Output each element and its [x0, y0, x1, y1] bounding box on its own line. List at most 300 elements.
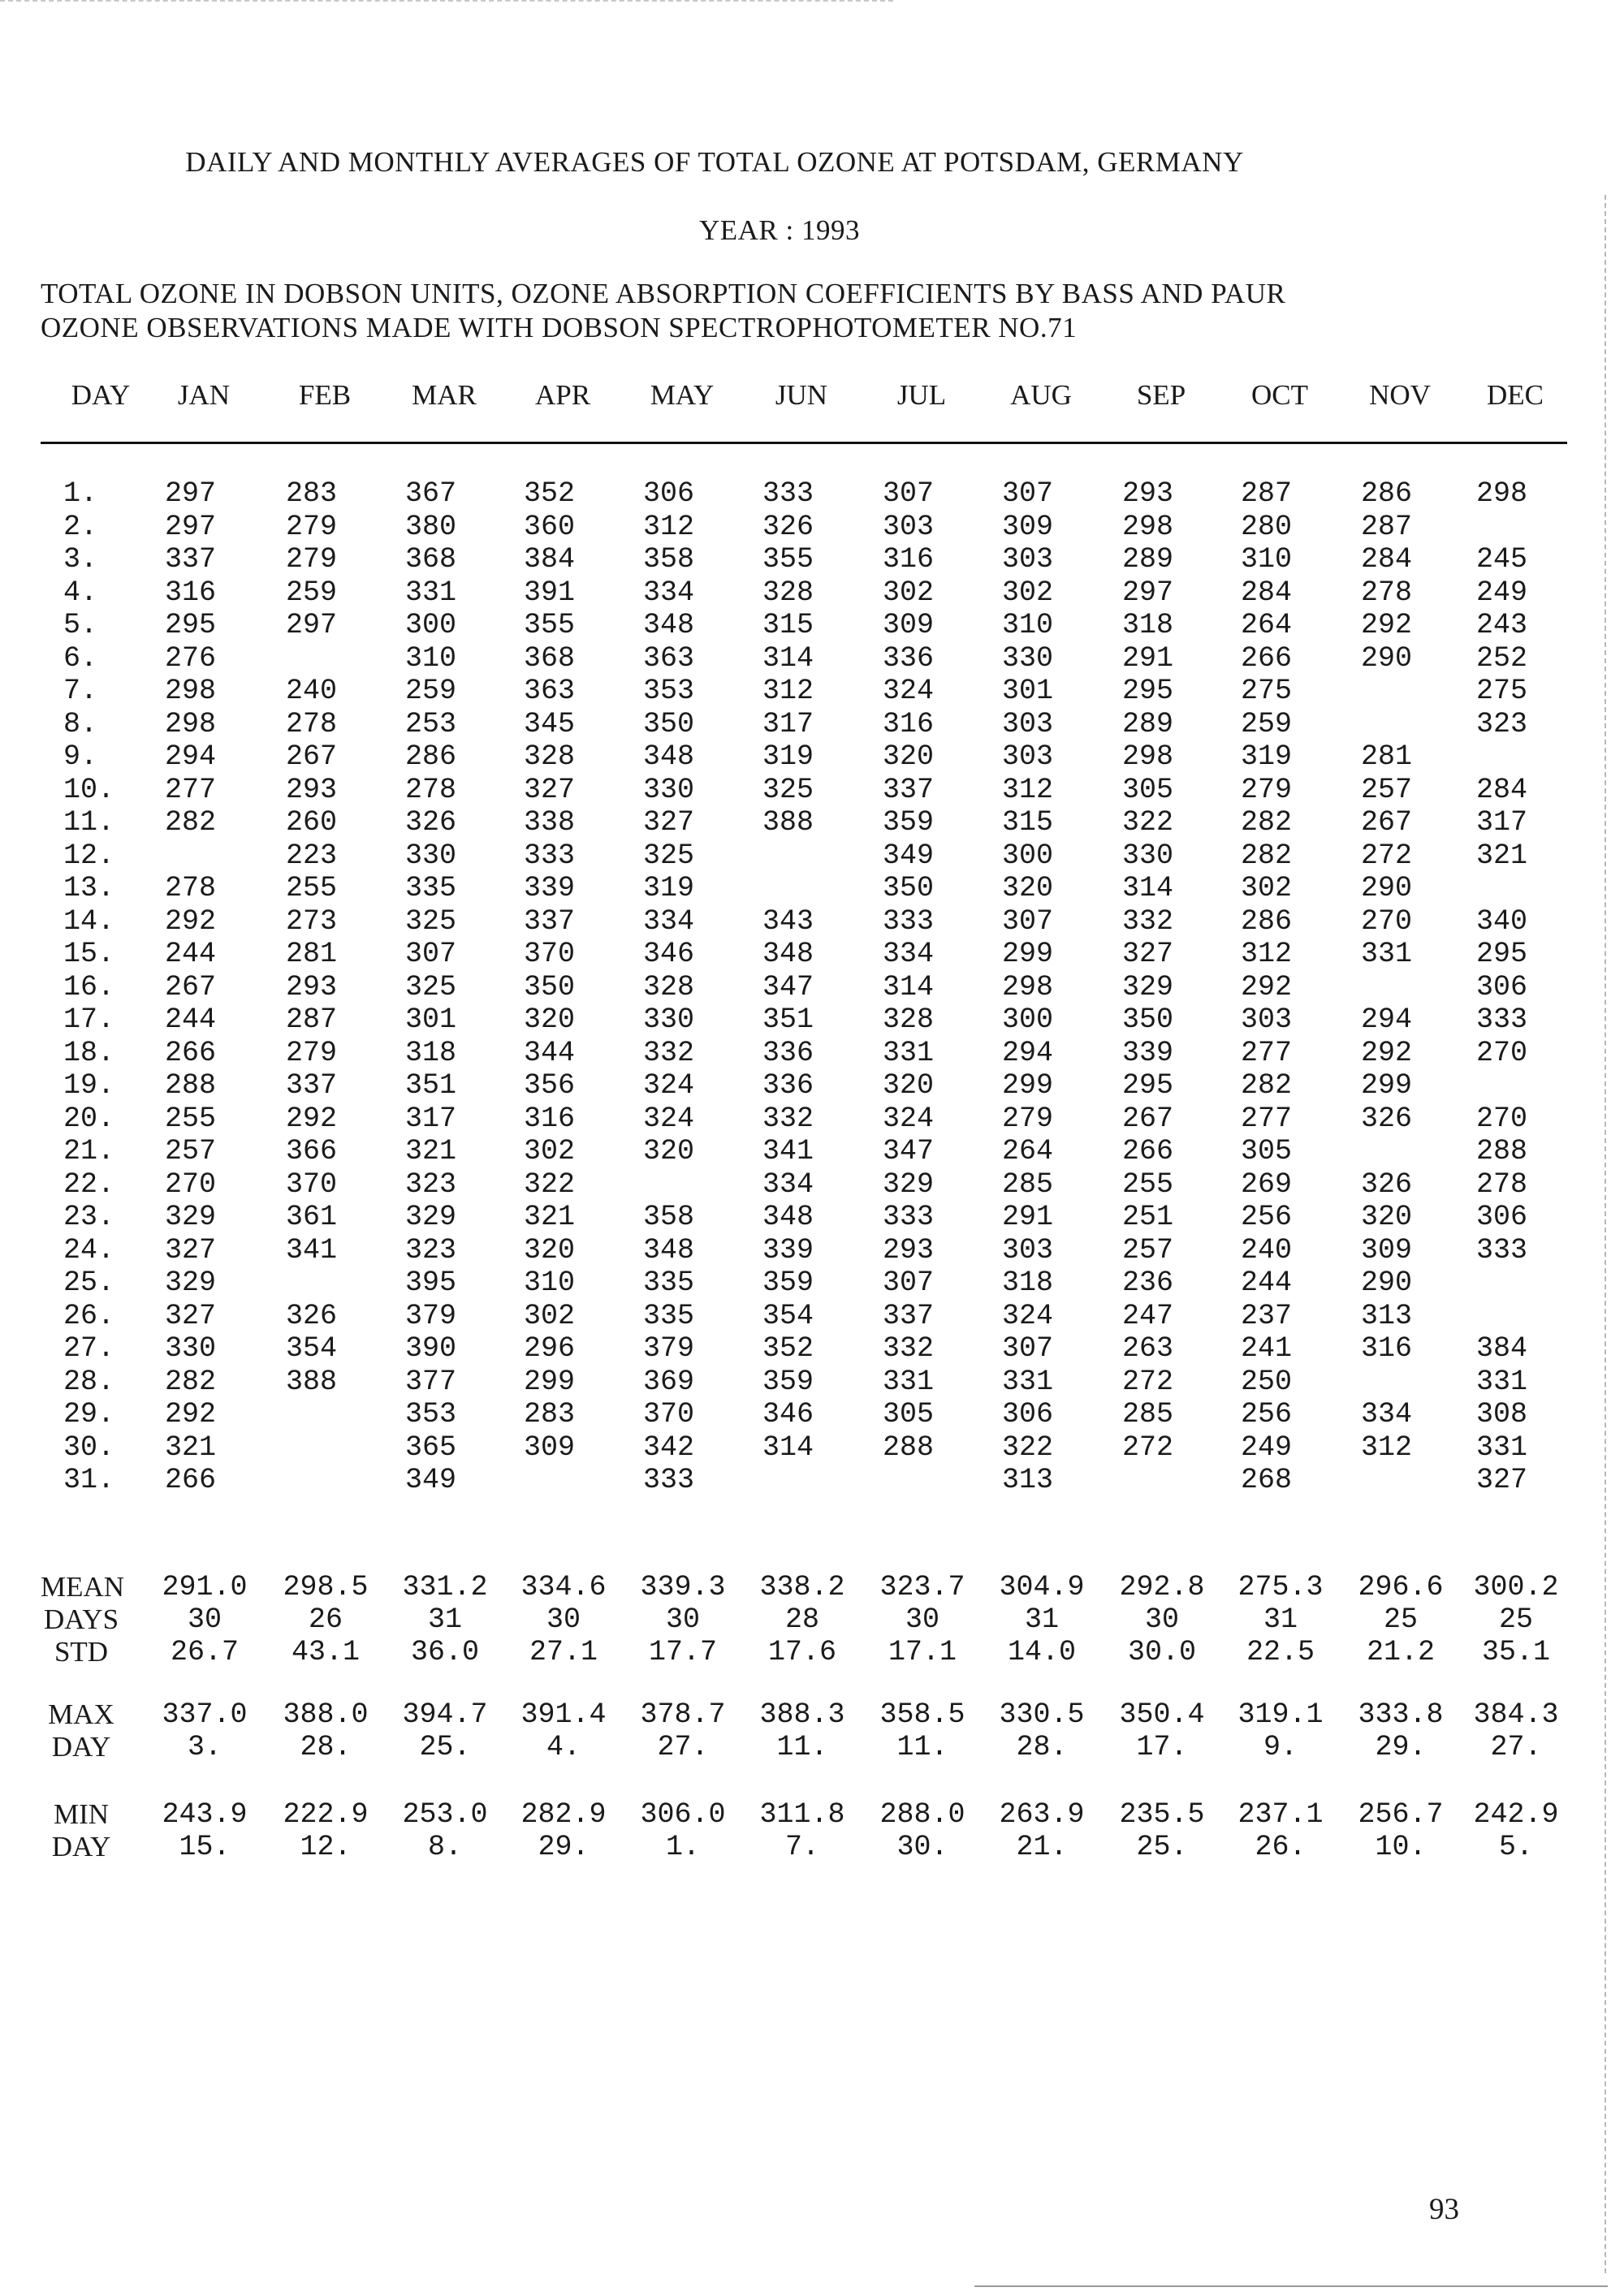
ozone-value-cell: 313	[1361, 1299, 1413, 1332]
ozone-value-cell: 267	[1361, 806, 1413, 839]
ozone-value-cell: 327	[643, 806, 695, 839]
ozone-value-cell: 391	[524, 576, 576, 609]
ozone-value-cell: 327	[165, 1299, 217, 1332]
table-row	[41, 1168, 1567, 1202]
day-number: 14.	[63, 904, 115, 938]
ozone-value-cell: 366	[286, 1135, 338, 1167]
ozone-value-cell: 328	[762, 576, 814, 609]
ozone-value-cell: 286	[1361, 477, 1413, 510]
day-number: 19.	[63, 1069, 115, 1102]
ozone-value-cell: 331	[405, 576, 457, 609]
ozone-value-cell: 358	[643, 1201, 695, 1233]
ozone-value-cell: 279	[1241, 773, 1293, 806]
stat-value-cell: 319.1	[1237, 1698, 1324, 1731]
ozone-value-cell: 278	[286, 707, 338, 740]
ozone-value-cell: 310	[524, 1267, 576, 1299]
ozone-value-cell: 334	[643, 904, 695, 938]
ozone-value-cell: 287	[1241, 477, 1293, 510]
ozone-value-cell: 303	[1002, 707, 1054, 740]
ozone-value-cell: 348	[643, 1233, 695, 1267]
ozone-value-cell: 290	[1361, 1267, 1413, 1299]
ozone-value-cell: 312	[762, 675, 814, 707]
stat-value-cell: 358.5	[879, 1698, 965, 1731]
ozone-value-cell: 310	[1002, 609, 1054, 641]
day-number: 15.	[63, 938, 115, 970]
stat-value-cell: 27.1	[529, 1636, 598, 1668]
ozone-value-cell: 290	[1361, 641, 1413, 675]
ozone-value-cell: 324	[883, 675, 935, 707]
stat-value-cell: 4.	[546, 1731, 581, 1763]
ozone-value-cell: 327	[524, 773, 576, 806]
table-row	[41, 609, 1567, 642]
ozone-value-cell: 355	[762, 543, 814, 576]
ozone-value-cell: 302	[524, 1135, 576, 1167]
table-row	[41, 708, 1567, 741]
stat-value-cell: 291.0	[162, 1571, 248, 1603]
ozone-value-cell: 347	[883, 1135, 935, 1167]
ozone-value-cell: 264	[1002, 1135, 1054, 1167]
day-column-header: DAY	[71, 379, 131, 411]
day-number: 16.	[63, 970, 115, 1003]
ozone-value-cell: 352	[762, 1332, 814, 1365]
ozone-value-cell: 324	[883, 1102, 935, 1135]
ozone-value-cell: 323	[1476, 707, 1528, 740]
stat-value-cell: 29.	[1375, 1731, 1427, 1763]
stat-value-cell: 333.8	[1358, 1698, 1444, 1731]
table-row	[41, 1300, 1567, 1333]
ozone-value-cell: 272	[1122, 1431, 1174, 1464]
ozone-value-cell: 249	[1476, 576, 1528, 609]
ozone-value-cell: 286	[405, 740, 457, 773]
ozone-value-cell: 350	[1122, 1003, 1174, 1036]
ozone-value-cell: 332	[883, 1332, 935, 1365]
ozone-value-cell: 367	[405, 477, 457, 510]
stat-value-cell: 334.6	[520, 1571, 607, 1603]
ozone-value-cell: 388	[286, 1365, 338, 1398]
ozone-value-cell: 340	[1476, 904, 1528, 938]
ozone-value-cell: 288	[1476, 1135, 1528, 1167]
ozone-value-cell: 282	[165, 806, 217, 839]
ozone-value-cell: 333	[643, 1464, 695, 1496]
ozone-value-cell: 353	[643, 675, 695, 707]
ozone-value-cell: 310	[1241, 543, 1293, 576]
ozone-value-cell: 270	[1361, 904, 1413, 938]
ozone-value-cell: 331	[883, 1036, 935, 1069]
ozone-value-cell: 244	[165, 938, 217, 970]
ozone-value-cell: 318	[1002, 1267, 1054, 1299]
ozone-value-cell: 223	[286, 839, 338, 872]
ozone-value-cell: 292	[1361, 609, 1413, 641]
table-row	[41, 740, 1567, 774]
stat-value-cell: 338.2	[759, 1571, 845, 1603]
stats-row	[41, 1798, 1567, 1831]
ozone-value-cell: 300	[1002, 839, 1054, 872]
ozone-value-cell: 252	[1476, 641, 1528, 675]
stat-value-cell: 17.1	[888, 1636, 957, 1668]
ozone-value-cell: 279	[286, 543, 338, 576]
ozone-value-cell: 342	[643, 1431, 695, 1464]
stats-row	[41, 1831, 1567, 1863]
ozone-value-cell: 293	[883, 1233, 935, 1267]
ozone-value-cell: 285	[1002, 1167, 1054, 1201]
stat-value-cell: 296.6	[1358, 1571, 1444, 1603]
ozone-value-cell: 244	[165, 1003, 217, 1036]
ozone-value-cell: 326	[1361, 1102, 1413, 1135]
ozone-value-cell: 270	[1476, 1036, 1528, 1069]
ozone-value-cell: 285	[1122, 1398, 1174, 1431]
ozone-value-cell: 293	[286, 773, 338, 806]
ozone-value-cell: 353	[405, 1398, 457, 1431]
ozone-value-cell: 281	[286, 938, 338, 970]
ozone-value-cell: 330	[1122, 839, 1174, 872]
ozone-value-cell: 333	[1476, 1233, 1528, 1267]
stat-label: STD	[54, 1636, 109, 1668]
ozone-value-cell: 266	[1241, 641, 1293, 675]
ozone-value-cell: 323	[405, 1167, 457, 1201]
ozone-value-cell: 245	[1476, 543, 1528, 576]
stat-value-cell: 256.7	[1358, 1798, 1444, 1831]
ozone-value-cell: 300	[1002, 1003, 1054, 1036]
stat-value-cell: 330.5	[999, 1698, 1085, 1731]
day-number: 17.	[63, 1003, 115, 1036]
ozone-value-cell: 277	[1241, 1102, 1293, 1135]
ozone-value-cell: 332	[643, 1036, 695, 1069]
ozone-value-cell: 334	[762, 1167, 814, 1201]
ozone-value-cell: 310	[405, 641, 457, 675]
day-number: 29.	[63, 1398, 115, 1431]
stat-label: MIN	[53, 1798, 110, 1830]
ozone-value-cell: 356	[524, 1069, 576, 1102]
stat-value-cell: 298.5	[283, 1571, 369, 1603]
ozone-value-cell: 323	[405, 1233, 457, 1267]
ozone-value-cell: 324	[1002, 1299, 1054, 1332]
ozone-value-cell: 346	[762, 1398, 814, 1431]
ozone-value-cell: 322	[1122, 806, 1174, 839]
ozone-value-cell: 302	[1241, 872, 1293, 904]
stat-value-cell: 26.7	[170, 1636, 239, 1668]
ozone-value-cell: 330	[165, 1332, 217, 1365]
ozone-value-cell: 331	[1476, 1431, 1528, 1464]
ozone-value-cell: 329	[165, 1201, 217, 1233]
stat-value-cell: 17.6	[767, 1636, 836, 1668]
ozone-value-cell: 348	[643, 609, 695, 641]
ozone-value-cell: 379	[643, 1332, 695, 1365]
ozone-value-cell: 292	[165, 904, 217, 938]
stat-value-cell: 235.5	[1119, 1798, 1205, 1831]
ozone-value-cell: 312	[643, 510, 695, 543]
ozone-value-cell: 270	[165, 1167, 217, 1201]
ozone-value-cell: 322	[1002, 1431, 1054, 1464]
ozone-value-cell: 300	[405, 609, 457, 641]
stat-value-cell: 12.	[300, 1831, 352, 1863]
ozone-value-cell: 284	[1241, 576, 1293, 609]
stat-value-cell: 339.3	[640, 1571, 726, 1603]
scan-bottom-edge	[974, 2285, 1608, 2287]
table-row	[41, 774, 1567, 807]
ozone-value-cell: 349	[405, 1464, 457, 1496]
day-number: 6.	[63, 641, 98, 675]
ozone-value-cell: 388	[762, 806, 814, 839]
ozone-value-cell: 286	[1241, 904, 1293, 938]
ozone-value-cell: 315	[762, 609, 814, 641]
ozone-value-cell: 305	[883, 1398, 935, 1431]
ozone-value-cell: 348	[643, 740, 695, 773]
ozone-value-cell: 278	[1476, 1167, 1528, 1201]
table-row	[41, 938, 1567, 971]
stat-value-cell: 388.3	[759, 1698, 845, 1731]
ozone-value-cell: 259	[1241, 707, 1293, 740]
stat-value-cell: 350.4	[1119, 1698, 1205, 1731]
ozone-value-cell: 335	[643, 1267, 695, 1299]
ozone-value-cell: 370	[286, 1167, 338, 1201]
day-number: 27.	[63, 1332, 115, 1365]
stat-value-cell: 22.5	[1246, 1636, 1315, 1668]
document-title: DAILY AND MONTHLY AVERAGES OF TOTAL OZONE AT POTSDAM, GERMANY	[185, 146, 1244, 178]
ozone-value-cell: 284	[1476, 773, 1528, 806]
ozone-value-cell: 307	[405, 938, 457, 970]
ozone-value-cell: 326	[286, 1299, 338, 1332]
ozone-value-cell: 337	[286, 1069, 338, 1102]
stat-value-cell: 7.	[784, 1831, 819, 1863]
ozone-value-cell: 330	[643, 773, 695, 806]
ozone-value-cell: 249	[1241, 1431, 1293, 1464]
stat-value-cell: 288.0	[879, 1798, 965, 1831]
ozone-value-cell: 316	[1361, 1332, 1413, 1365]
day-number: 3.	[63, 543, 98, 576]
ozone-value-cell: 276	[165, 641, 217, 675]
ozone-value-cell: 324	[643, 1102, 695, 1135]
month-header-jan: JAN	[177, 379, 231, 411]
ozone-value-cell: 320	[1361, 1201, 1413, 1233]
ozone-value-cell: 330	[1002, 641, 1054, 675]
ozone-value-cell: 335	[405, 872, 457, 904]
ozone-value-cell: 298	[165, 675, 217, 707]
stat-value-cell: 275.3	[1237, 1571, 1324, 1603]
ozone-value-cell: 339	[1122, 1036, 1174, 1069]
stat-value-cell: 35.1	[1481, 1636, 1550, 1668]
ozone-value-cell: 275	[1241, 675, 1293, 707]
ozone-value-cell: 309	[524, 1431, 576, 1464]
ozone-value-cell: 244	[1241, 1267, 1293, 1299]
stat-value-cell: 3.	[187, 1731, 222, 1763]
ozone-value-cell: 334	[883, 938, 935, 970]
stat-value-cell: 222.9	[283, 1798, 369, 1831]
ozone-value-cell: 351	[762, 1003, 814, 1036]
ozone-value-cell: 332	[1122, 904, 1174, 938]
stat-value-cell: 28	[784, 1603, 819, 1636]
ozone-value-cell: 333	[883, 904, 935, 938]
day-number: 30.	[63, 1431, 115, 1464]
table-row	[41, 1398, 1567, 1431]
ozone-value-cell: 369	[643, 1365, 695, 1398]
table-row	[41, 1366, 1567, 1399]
ozone-value-cell: 278	[1361, 576, 1413, 609]
ozone-value-cell: 348	[762, 938, 814, 970]
ozone-value-cell: 317	[1476, 806, 1528, 839]
day-number: 4.	[63, 576, 98, 609]
ozone-value-cell: 333	[524, 839, 576, 872]
stat-value-cell: 9.	[1263, 1731, 1298, 1763]
ozone-value-cell: 277	[1241, 1036, 1293, 1069]
ozone-value-cell: 359	[762, 1267, 814, 1299]
day-number: 26.	[63, 1299, 115, 1332]
ozone-value-cell: 251	[1122, 1201, 1174, 1233]
month-header-jul: JUL	[896, 379, 947, 411]
ozone-value-cell: 291	[1122, 641, 1174, 675]
ozone-value-cell: 339	[762, 1233, 814, 1267]
ozone-value-cell: 301	[405, 1003, 457, 1036]
table-row	[41, 1103, 1567, 1136]
table-row	[41, 1431, 1567, 1465]
ozone-value-cell: 257	[1122, 1233, 1174, 1267]
stat-value-cell: 30	[665, 1603, 700, 1636]
ozone-value-cell: 316	[524, 1102, 576, 1135]
ozone-value-cell: 289	[1122, 543, 1174, 576]
stat-value-cell: 25.	[1136, 1831, 1188, 1863]
ozone-value-cell: 355	[524, 609, 576, 641]
ozone-value-cell: 299	[1361, 1069, 1413, 1102]
ozone-value-cell: 329	[165, 1267, 217, 1299]
stat-value-cell: 25.	[419, 1731, 471, 1763]
day-number: 23.	[63, 1201, 115, 1233]
ozone-value-cell: 297	[165, 510, 217, 543]
ozone-value-cell: 294	[1002, 1036, 1054, 1069]
ozone-value-cell: 278	[405, 773, 457, 806]
ozone-value-cell: 330	[643, 1003, 695, 1036]
table-row	[41, 642, 1567, 675]
ozone-value-cell: 302	[1002, 576, 1054, 609]
ozone-value-cell: 350	[524, 970, 576, 1003]
daily-ozone-table	[41, 477, 1567, 1497]
table-row	[41, 1069, 1567, 1103]
ozone-value-cell: 319	[762, 740, 814, 773]
ozone-value-cell: 330	[405, 839, 457, 872]
stat-value-cell: 31	[1024, 1603, 1059, 1636]
ozone-value-cell: 308	[1476, 1398, 1528, 1431]
ozone-value-cell: 295	[1122, 675, 1174, 707]
ozone-value-cell: 336	[883, 641, 935, 675]
month-header-dec: DEC	[1487, 379, 1544, 411]
ozone-value-cell: 360	[524, 510, 576, 543]
ozone-value-cell: 273	[286, 904, 338, 938]
month-header-aug: AUG	[1010, 379, 1072, 411]
ozone-value-cell: 266	[165, 1464, 217, 1496]
ozone-value-cell: 282	[1241, 1069, 1293, 1102]
stat-value-cell: 30	[187, 1603, 222, 1636]
ozone-value-cell: 283	[524, 1398, 576, 1431]
ozone-value-cell: 268	[1241, 1464, 1293, 1496]
ozone-value-cell: 395	[405, 1267, 457, 1299]
ozone-value-cell: 292	[165, 1398, 217, 1431]
stat-value-cell: 384.3	[1473, 1698, 1559, 1731]
ozone-value-cell: 287	[1361, 510, 1413, 543]
stat-value-cell: 337.0	[162, 1698, 248, 1731]
ozone-value-cell: 384	[1476, 1332, 1528, 1365]
ozone-value-cell: 255	[286, 872, 338, 904]
ozone-value-cell: 350	[643, 707, 695, 740]
ozone-value-cell: 363	[524, 675, 576, 707]
ozone-value-cell: 266	[1122, 1135, 1174, 1167]
stat-value-cell: 253.0	[402, 1798, 488, 1831]
ozone-value-cell: 306	[643, 477, 695, 510]
stat-value-cell: 378.7	[640, 1698, 726, 1731]
ozone-value-cell: 352	[524, 477, 576, 510]
ozone-value-cell: 354	[762, 1299, 814, 1332]
ozone-value-cell: 257	[1361, 773, 1413, 806]
table-row	[41, 576, 1567, 610]
day-number: 21.	[63, 1135, 115, 1167]
stat-value-cell: 29.	[538, 1831, 590, 1863]
ozone-value-cell: 370	[524, 938, 576, 970]
day-number: 18.	[63, 1036, 115, 1069]
ozone-value-cell: 341	[762, 1135, 814, 1167]
ozone-value-cell: 298	[1476, 477, 1528, 510]
ozone-value-cell: 336	[762, 1069, 814, 1102]
ozone-value-cell: 272	[1361, 839, 1413, 872]
ozone-value-cell: 316	[165, 576, 217, 609]
day-number: 20.	[63, 1102, 115, 1135]
stat-value-cell: 306.0	[640, 1798, 726, 1831]
day-number: 24.	[63, 1233, 115, 1267]
ozone-value-cell: 305	[1122, 773, 1174, 806]
ozone-value-cell: 343	[762, 904, 814, 938]
ozone-value-cell: 347	[762, 970, 814, 1003]
stat-value-cell: 30	[546, 1603, 581, 1636]
ozone-value-cell: 320	[524, 1003, 576, 1036]
stat-value-cell: 300.2	[1473, 1571, 1559, 1603]
ozone-value-cell: 256	[1241, 1201, 1293, 1233]
ozone-value-cell: 287	[286, 1003, 338, 1036]
stat-label: MEAN	[41, 1571, 125, 1603]
month-header-nov: NOV	[1369, 379, 1431, 411]
table-row	[41, 971, 1567, 1004]
month-header-apr: APR	[534, 379, 591, 411]
stat-value-cell: 394.7	[402, 1698, 488, 1731]
day-number: 8.	[63, 707, 98, 740]
ozone-value-cell: 320	[524, 1233, 576, 1267]
ozone-value-cell: 333	[1476, 1003, 1528, 1036]
ozone-value-cell: 250	[1241, 1365, 1293, 1398]
stat-label: MAX	[48, 1698, 114, 1730]
ozone-value-cell: 309	[883, 609, 935, 641]
ozone-value-cell: 306	[1476, 1201, 1528, 1233]
table-row	[41, 1464, 1567, 1497]
stat-value-cell: 17.7	[648, 1636, 717, 1668]
stat-value-cell: 31	[427, 1603, 462, 1636]
ozone-value-cell: 337	[524, 904, 576, 938]
stat-value-cell: 10.	[1375, 1831, 1427, 1863]
ozone-value-cell: 307	[883, 1267, 935, 1299]
ozone-value-cell: 267	[165, 970, 217, 1003]
scan-top-edge	[0, 0, 893, 2]
ozone-value-cell: 319	[1241, 740, 1293, 773]
stat-label: DAYS	[43, 1603, 119, 1635]
ozone-value-cell: 306	[1476, 970, 1528, 1003]
ozone-value-cell: 279	[1002, 1102, 1054, 1135]
ozone-value-cell: 309	[1361, 1233, 1413, 1267]
stat-value-cell: 25	[1498, 1603, 1533, 1636]
header-divider	[41, 442, 1567, 444]
ozone-value-cell: 331	[1002, 1365, 1054, 1398]
month-header-sep: SEP	[1136, 379, 1186, 411]
ozone-value-cell: 390	[405, 1332, 457, 1365]
ozone-value-cell: 316	[883, 707, 935, 740]
ozone-value-cell: 333	[762, 477, 814, 510]
ozone-value-cell: 320	[643, 1135, 695, 1167]
ozone-value-cell: 335	[643, 1299, 695, 1332]
ozone-value-cell: 259	[405, 675, 457, 707]
table-row	[41, 543, 1567, 576]
